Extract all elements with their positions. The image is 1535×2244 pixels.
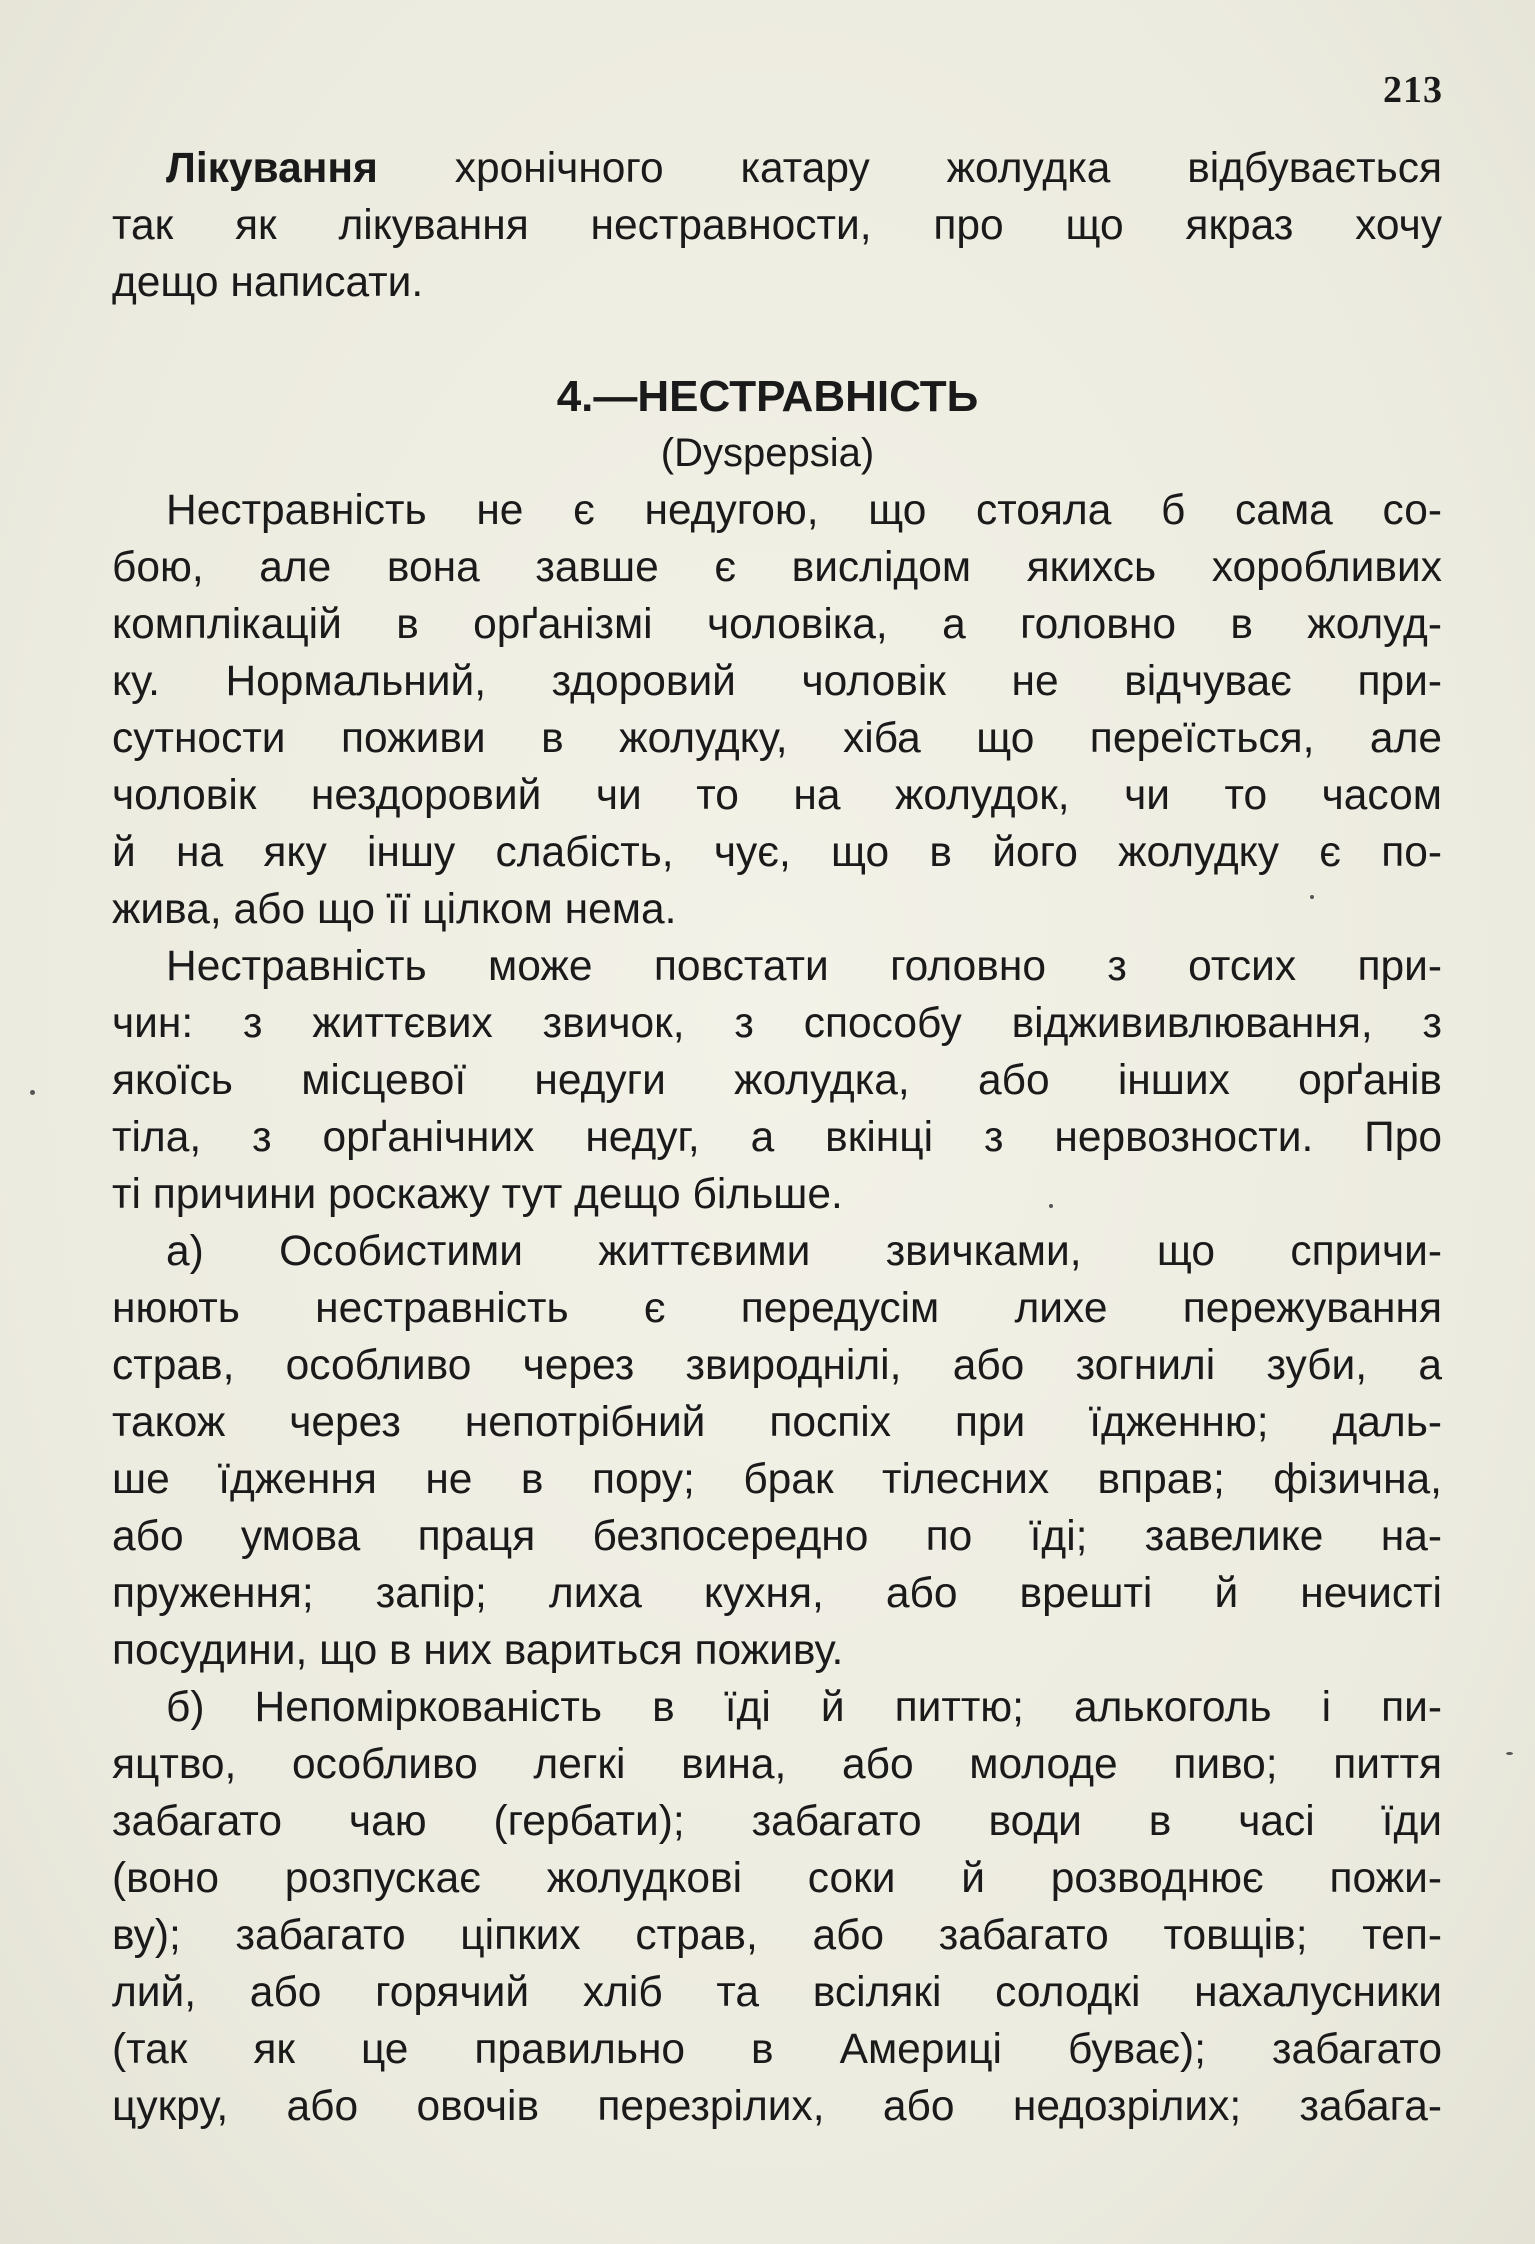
intro-paragraph	[112, 140, 1442, 311]
text-line: нюють нестравність є передусім лихе пережування	[112, 1285, 1442, 1332]
text-line: пруження; запір; лиха кухня, або врешті й нечисті	[112, 1570, 1442, 1617]
text-line: або умова праця безпосередно по їді; завелике на-	[112, 1513, 1442, 1560]
text-line: сутности поживи в жолудку, хіба що переїсться, але	[112, 715, 1442, 762]
text-line: комплікацій в орґанізмі чоловіка, а головно в жолуд-	[112, 601, 1442, 648]
text-line: (воно розпускає жолудкові соки й розводнює пожи-	[112, 1855, 1442, 1902]
text-line: також через непотрібний поспіх при їдженню; даль-	[112, 1399, 1442, 1446]
text-line: посудини, що в них вариться поживу.	[112, 1627, 844, 1674]
text-line: тіла, з орґанічних недуг, а вкінці з нервозности. Про	[112, 1114, 1442, 1161]
text-line: Нестравність може повстати головно з отсих при-	[166, 943, 1442, 990]
section-title: 4.—НЕСТРАВНІСТЬ	[556, 372, 979, 421]
page-number: 213	[1383, 69, 1443, 111]
text-line: й на яку іншу слабість, чує, що в його жолудку є по-	[112, 829, 1442, 876]
intro-line-1	[112, 140, 1442, 197]
text-line: ку. Нормальний, здоровий чоловік не відчуває при-	[112, 658, 1442, 705]
text-line: лий, або горячий хліб та всілякі солодкі нахалусники	[112, 1969, 1442, 2016]
text-line: якоїсь місцевої недуги жолудка, або інших орґанів	[112, 1057, 1442, 1104]
section-subtitle: (Dyspepsia)	[660, 431, 875, 475]
text-line: забагато чаю (гербати); забагато води в часі їди	[112, 1798, 1442, 1845]
text-line: а) Особистими життєвими звичками, що спричи-	[166, 1228, 1442, 1275]
text-line: страв, особливо через звироднілі, або зогнилі зуби, а	[112, 1342, 1442, 1389]
intro-line-3: дещо написати.	[112, 259, 424, 306]
intro-line-1-text: хронічного катару жолудка відбувається	[454, 145, 1442, 192]
main-text	[112, 482, 1442, 2135]
text-line: чин: з життєвих звичок, з способу віджививлювання, з	[112, 1000, 1442, 1047]
text-line: ше їдження не в пору; брак тілесних вправ; фізична,	[112, 1456, 1442, 1503]
text-line: яцтво, особливо легкі вина, або молоде пиво; пиття	[112, 1741, 1442, 1788]
text-line: ву); забагато ціпких страв, або забагато товщів; теп-	[112, 1912, 1442, 1959]
text-line: цукру, або овочів перезрілих, або недозрілих; забага-	[112, 2083, 1442, 2130]
text-line: ті причини роскажу тут дещо більше.	[112, 1171, 843, 1218]
text-line: жива, або що її цілком нема.	[112, 886, 677, 933]
intro-line-2: так як лікування нестравности, про що якраз хочу	[112, 202, 1442, 249]
print-speck	[1049, 1204, 1053, 1208]
intro-bold-word: Лікування	[166, 145, 378, 192]
text-line: чоловік нездоровий чи то на жолудок, чи то часом	[112, 772, 1442, 819]
print-speck	[1506, 1752, 1513, 1755]
text-line: (так як це правильно в Америці буває); забагато	[112, 2026, 1442, 2073]
print-speck	[1310, 895, 1314, 899]
text-line: Нестравність не є недугою, що стояла б сама со-	[166, 487, 1442, 534]
text-line: б) Непоміркованість в їді й питтю; алькоголь і пи-	[166, 1684, 1442, 1731]
print-speck	[30, 1090, 35, 1095]
text-line: бою, але вона завше є вислідом якихсь хоробливих	[112, 544, 1442, 591]
